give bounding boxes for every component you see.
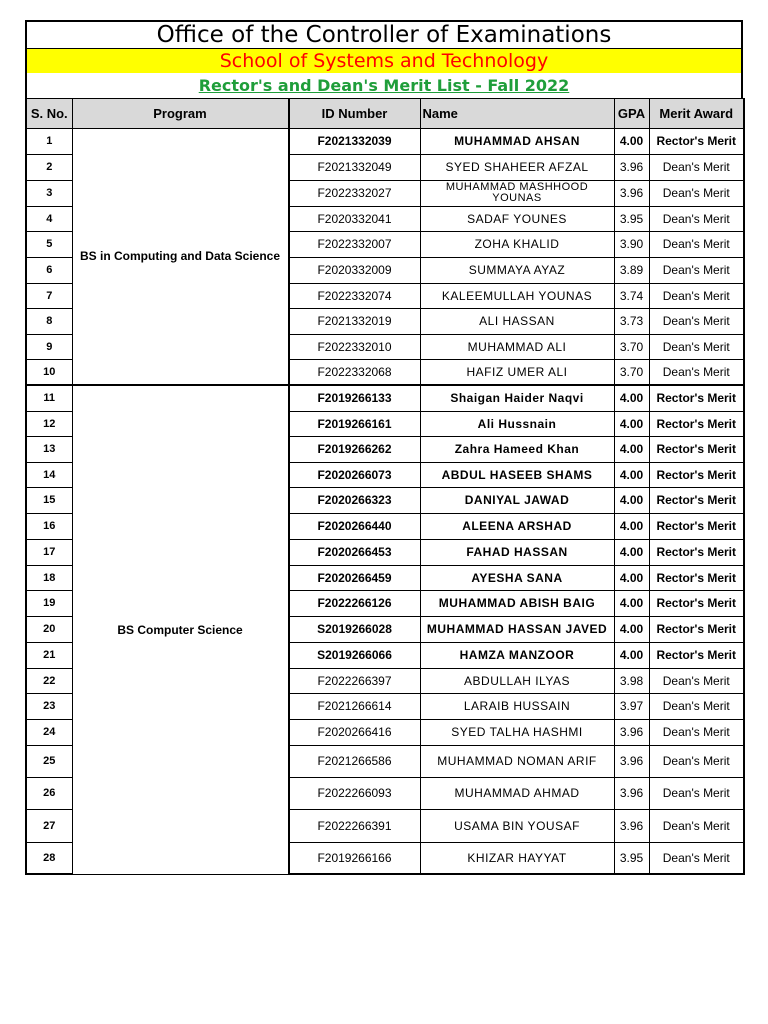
col-header-program: Program [72, 99, 288, 129]
merit-award-cell: Rector's Merit [649, 616, 744, 642]
serial-number-cell: 4 [26, 206, 72, 231]
id-number-cell: F2019266133 [289, 385, 420, 411]
student-name-cell: HAMZA MANZOOR [420, 642, 614, 668]
table-row [26, 385, 744, 411]
serial-number-cell: 12 [26, 411, 72, 436]
merit-award-cell: Dean's Merit [649, 180, 744, 206]
page-title: Office of the Controller of Examinations [25, 20, 743, 49]
id-number-cell: F2022332010 [289, 334, 420, 359]
id-number-cell: F2020266416 [289, 719, 420, 745]
merit-award-cell: Dean's Merit [649, 154, 744, 180]
student-name-cell: LARAIB HUSSAIN [420, 693, 614, 719]
gpa-cell: 4.00 [614, 462, 649, 487]
merit-award-cell: Dean's Merit [649, 206, 744, 231]
student-name-cell: DANIYAL JAWAD [420, 487, 614, 513]
table-row [26, 128, 744, 154]
serial-number-cell: 15 [26, 487, 72, 513]
gpa-cell: 3.96 [614, 154, 649, 180]
id-number-cell: F2021332019 [289, 308, 420, 334]
merit-award-cell: Dean's Merit [649, 231, 744, 257]
serial-number-cell: 7 [26, 283, 72, 308]
student-name-cell: SYED SHAHEER AFZAL [420, 154, 614, 180]
serial-number-cell: 22 [26, 668, 72, 693]
gpa-cell: 4.00 [614, 590, 649, 616]
id-number-cell: F2022266397 [289, 668, 420, 693]
student-name-cell: SUMMAYA AYAZ [420, 257, 614, 283]
col-header-sno: S. No. [26, 99, 72, 129]
merit-award-cell: Rector's Merit [649, 128, 744, 154]
student-name-cell: AYESHA SANA [420, 565, 614, 590]
merit-award-cell: Dean's Merit [649, 842, 744, 874]
table-body [26, 128, 744, 874]
student-name-cell: USAMA BIN YOUSAF [420, 809, 614, 842]
gpa-cell: 4.00 [614, 128, 649, 154]
merit-award-cell: Dean's Merit [649, 809, 744, 842]
serial-number-cell: 28 [26, 842, 72, 874]
id-number-cell: F2020266459 [289, 565, 420, 590]
merit-award-cell: Rector's Merit [649, 539, 744, 565]
id-number-cell: F2022266126 [289, 590, 420, 616]
student-name-cell: KALEEMULLAH YOUNAS [420, 283, 614, 308]
gpa-cell: 3.95 [614, 206, 649, 231]
student-name-cell: Ali Hussnain [420, 411, 614, 436]
id-number-cell: F2021266586 [289, 745, 420, 777]
gpa-cell: 3.90 [614, 231, 649, 257]
id-number-cell: F2021266614 [289, 693, 420, 719]
merit-award-cell: Rector's Merit [649, 642, 744, 668]
merit-award-cell: Dean's Merit [649, 719, 744, 745]
gpa-cell: 3.96 [614, 809, 649, 842]
id-number-cell: F2020266323 [289, 487, 420, 513]
serial-number-cell: 20 [26, 616, 72, 642]
id-number-cell: F2020266453 [289, 539, 420, 565]
id-number-cell: F2019266166 [289, 842, 420, 874]
merit-award-cell: Rector's Merit [649, 565, 744, 590]
student-name-cell: ALI HASSAN [420, 308, 614, 334]
merit-award-cell: Rector's Merit [649, 436, 744, 462]
merit-award-cell: Rector's Merit [649, 385, 744, 411]
student-name-cell: MUHAMMAD ALI [420, 334, 614, 359]
merit-award-cell: Dean's Merit [649, 668, 744, 693]
student-name-cell: Zahra Hameed Khan [420, 436, 614, 462]
serial-number-cell: 23 [26, 693, 72, 719]
serial-number-cell: 14 [26, 462, 72, 487]
serial-number-cell: 24 [26, 719, 72, 745]
id-number-cell: F2019266262 [289, 436, 420, 462]
serial-number-cell: 2 [26, 154, 72, 180]
gpa-cell: 3.96 [614, 745, 649, 777]
gpa-cell: 3.97 [614, 693, 649, 719]
merit-award-cell: Dean's Merit [649, 308, 744, 334]
serial-number-cell: 5 [26, 231, 72, 257]
merit-award-cell: Dean's Merit [649, 693, 744, 719]
serial-number-cell: 10 [26, 359, 72, 385]
id-number-cell: F2022266391 [289, 809, 420, 842]
gpa-cell: 4.00 [614, 642, 649, 668]
merit-award-cell: Dean's Merit [649, 359, 744, 385]
gpa-cell: 3.73 [614, 308, 649, 334]
serial-number-cell: 9 [26, 334, 72, 359]
serial-number-cell: 16 [26, 513, 72, 539]
serial-number-cell: 3 [26, 180, 72, 206]
program-cell: BS in Computing and Data Science [72, 128, 288, 385]
serial-number-cell: 26 [26, 777, 72, 809]
gpa-cell: 3.96 [614, 180, 649, 206]
id-number-cell: F2021332039 [289, 128, 420, 154]
gpa-cell: 4.00 [614, 487, 649, 513]
merit-award-cell: Rector's Merit [649, 487, 744, 513]
student-name-cell: MUHAMMAD HASSAN JAVED [420, 616, 614, 642]
gpa-cell: 3.74 [614, 283, 649, 308]
gpa-cell: 4.00 [614, 565, 649, 590]
student-name-cell: KHIZAR HAYYAT [420, 842, 614, 874]
table-header-row [26, 99, 744, 129]
id-number-cell: F2020266073 [289, 462, 420, 487]
student-name-cell: MUHAMMAD AHMAD [420, 777, 614, 809]
serial-number-cell: 21 [26, 642, 72, 668]
id-number-cell: F2021332049 [289, 154, 420, 180]
serial-number-cell: 11 [26, 385, 72, 411]
merit-list-table [25, 98, 745, 875]
col-header-award: Merit Award [649, 99, 744, 129]
id-number-cell: F2022332007 [289, 231, 420, 257]
student-name-cell: MUHAMMAD MASHHOOD YOUNAS [420, 180, 614, 206]
merit-award-cell: Rector's Merit [649, 462, 744, 487]
serial-number-cell: 13 [26, 436, 72, 462]
gpa-cell: 3.98 [614, 668, 649, 693]
student-name-cell: SYED TALHA HASHMI [420, 719, 614, 745]
gpa-cell: 4.00 [614, 411, 649, 436]
student-name-cell: FAHAD HASSAN [420, 539, 614, 565]
serial-number-cell: 18 [26, 565, 72, 590]
student-name-cell: ABDULLAH ILYAS [420, 668, 614, 693]
col-header-name: Name [420, 99, 614, 129]
gpa-cell: 4.00 [614, 436, 649, 462]
student-name-cell: MUHAMMAD AHSAN [420, 128, 614, 154]
merit-list-subtitle [25, 73, 743, 99]
student-name-cell: SADAF YOUNES [420, 206, 614, 231]
merit-award-cell: Dean's Merit [649, 334, 744, 359]
document-header [25, 20, 743, 99]
student-name-cell: ALEENA ARSHAD [420, 513, 614, 539]
id-number-cell: S2019266066 [289, 642, 420, 668]
id-number-cell: F2022332068 [289, 359, 420, 385]
id-number-cell: F2022266093 [289, 777, 420, 809]
student-name-cell: MUHAMMAD NOMAN ARIF [420, 745, 614, 777]
student-name-cell: MUHAMMAD ABISH BAIG [420, 590, 614, 616]
gpa-cell: 4.00 [614, 539, 649, 565]
merit-award-cell: Rector's Merit [649, 590, 744, 616]
id-number-cell: F2022332027 [289, 180, 420, 206]
student-name-cell: Shaigan Haider Naqvi [420, 385, 614, 411]
gpa-cell: 3.96 [614, 719, 649, 745]
id-number-cell: F2020332041 [289, 206, 420, 231]
serial-number-cell: 1 [26, 128, 72, 154]
gpa-cell: 4.00 [614, 513, 649, 539]
gpa-cell: 3.95 [614, 842, 649, 874]
student-name-cell: HAFIZ UMER ALI [420, 359, 614, 385]
gpa-cell: 4.00 [614, 616, 649, 642]
serial-number-cell: 8 [26, 308, 72, 334]
merit-award-cell: Dean's Merit [649, 777, 744, 809]
id-number-cell: F2019266161 [289, 411, 420, 436]
program-cell: BS Computer Science [72, 385, 288, 874]
col-header-id: ID Number [289, 99, 420, 129]
col-header-gpa: GPA [614, 99, 649, 129]
gpa-cell: 3.89 [614, 257, 649, 283]
gpa-cell: 3.70 [614, 334, 649, 359]
school-name-banner: School of Systems and Technology [25, 49, 743, 73]
merit-award-cell: Rector's Merit [649, 411, 744, 436]
serial-number-cell: 19 [26, 590, 72, 616]
student-name-cell: ABDUL HASEEB SHAMS [420, 462, 614, 487]
id-number-cell: F2020266440 [289, 513, 420, 539]
gpa-cell: 4.00 [614, 385, 649, 411]
merit-award-cell: Dean's Merit [649, 745, 744, 777]
gpa-cell: 3.96 [614, 777, 649, 809]
serial-number-cell: 17 [26, 539, 72, 565]
id-number-cell: F2022332074 [289, 283, 420, 308]
serial-number-cell: 27 [26, 809, 72, 842]
id-number-cell: S2019266028 [289, 616, 420, 642]
merit-award-cell: Rector's Merit [649, 513, 744, 539]
student-name-cell: ZOHA KHALID [420, 231, 614, 257]
subtitle-text: Rector's and Dean's Merit List - Fall 2022 [198, 76, 570, 95]
id-number-cell: F2020332009 [289, 257, 420, 283]
gpa-cell: 3.70 [614, 359, 649, 385]
serial-number-cell: 25 [26, 745, 72, 777]
merit-award-cell: Dean's Merit [649, 283, 744, 308]
serial-number-cell: 6 [26, 257, 72, 283]
merit-award-cell: Dean's Merit [649, 257, 744, 283]
